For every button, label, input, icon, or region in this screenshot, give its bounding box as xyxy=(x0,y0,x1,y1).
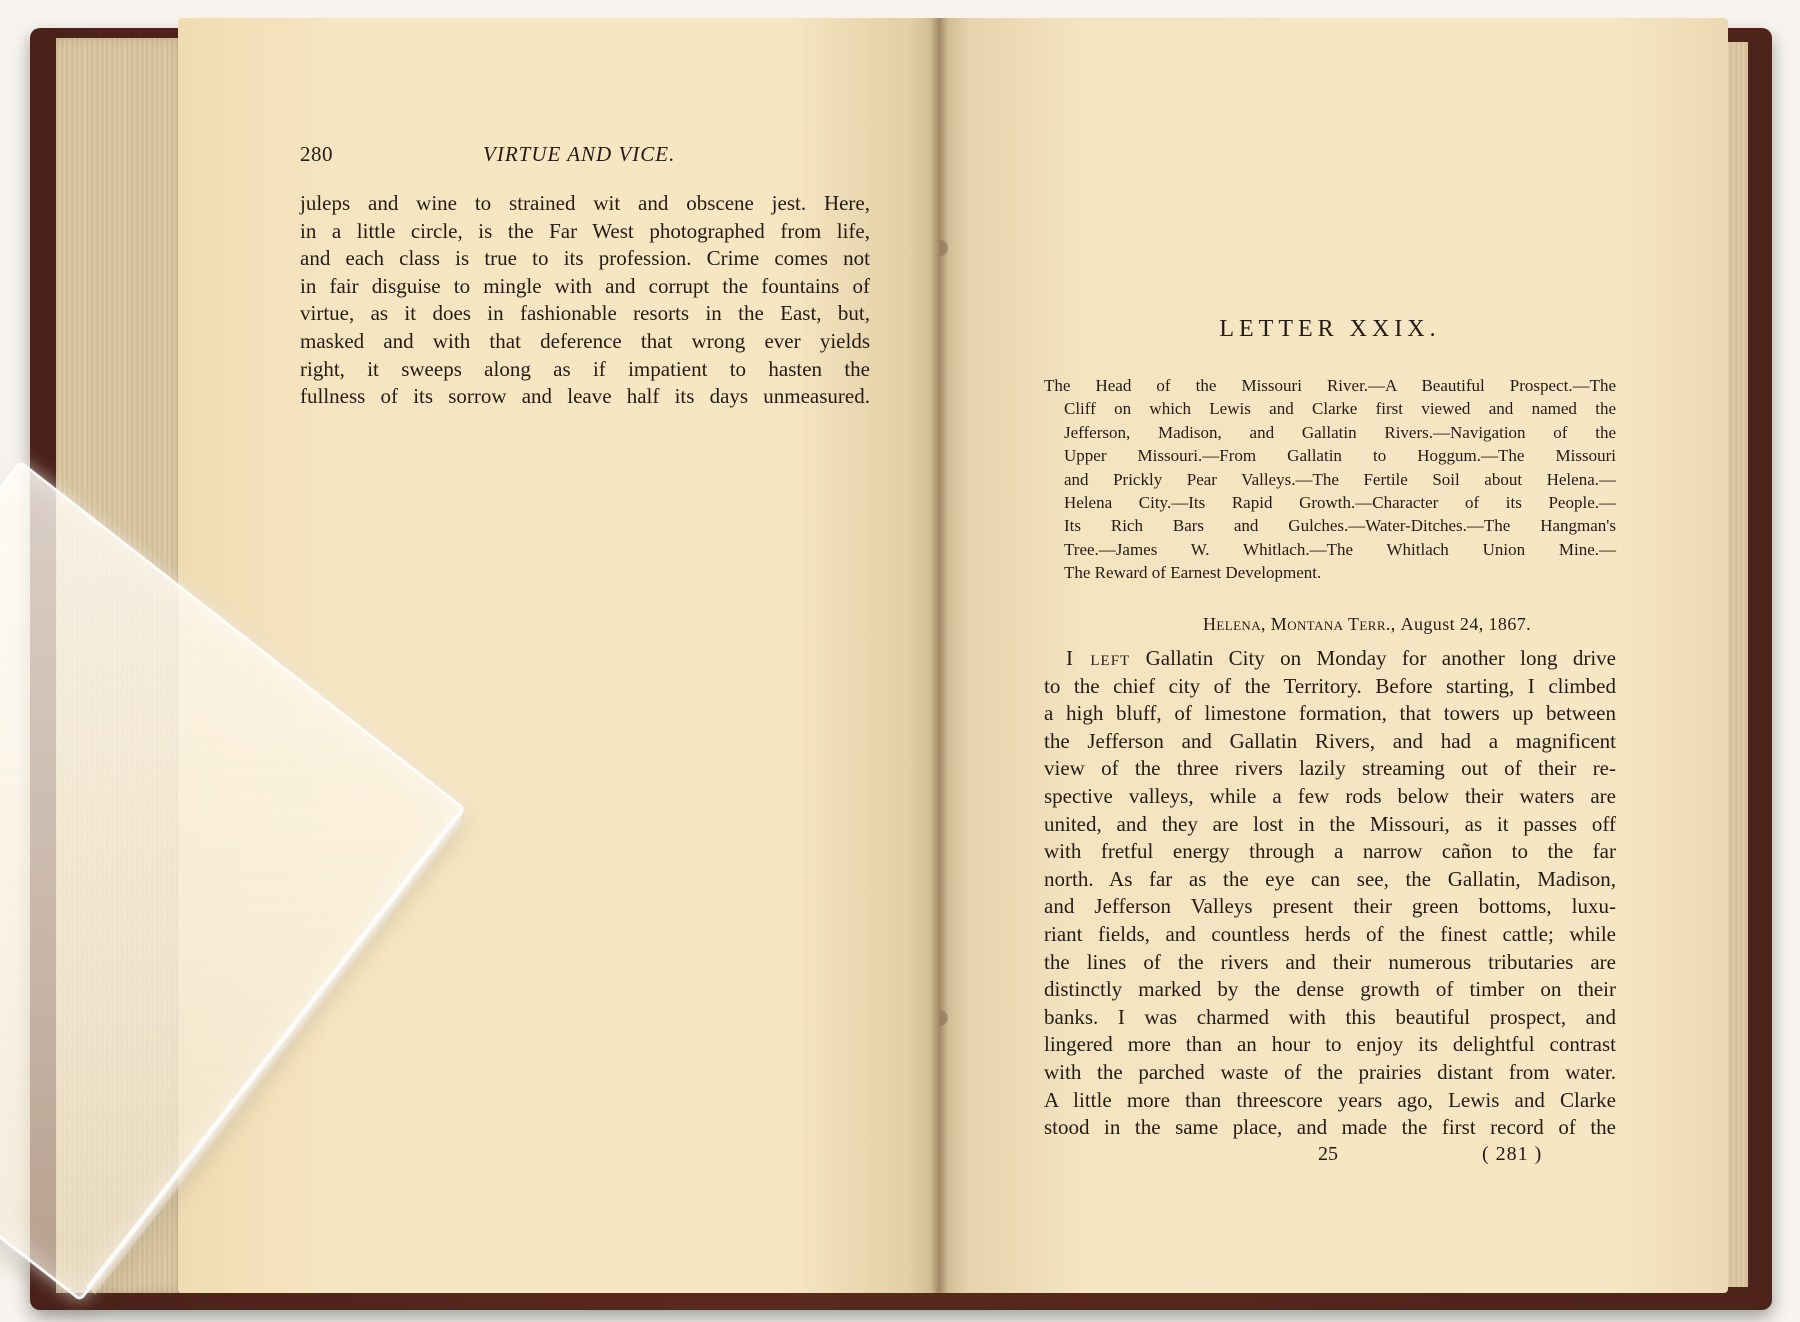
summary-line: Helena City.—Its Rapid Growth.—Character of its People.— xyxy=(1064,493,1616,513)
text-line: united, and they are lost in the Missouri, as it passes off xyxy=(1044,811,1616,836)
text-line: and each class is true to its profession. Crime comes not xyxy=(300,246,870,271)
text-line: stood in the same place, and made the first record of the xyxy=(1044,1115,1616,1140)
summary-line: Cliff on which Lewis and Clarke first viewed and named the xyxy=(1064,399,1616,419)
dateline-place: Helena, Montana Terr., xyxy=(1203,614,1396,634)
text-line: banks. I was charmed with this beautiful prospect, and xyxy=(1044,1004,1616,1029)
text-line: north. As far as the eye can see, the Gallatin, Madison, xyxy=(1044,866,1616,891)
book-gutter xyxy=(930,18,948,1293)
text-line: a high bluff, of limestone formation, that towers up between xyxy=(1044,701,1616,726)
left-page-body xyxy=(300,190,870,411)
summary-line: Jefferson, Madison, and Gallatin Rivers.—Navigation of the xyxy=(1064,422,1616,442)
letter-title: LETTER XXIX. xyxy=(1219,316,1441,342)
first-line xyxy=(1044,645,1616,673)
left-running-title: VIRTUE AND VICE. xyxy=(483,142,676,166)
text-line: the Jefferson and Gallatin Rivers, and had a magnificent xyxy=(1044,728,1616,753)
text-line: distinctly marked by the dense growth of timber on their xyxy=(1044,977,1616,1002)
text-line: right, it sweeps along as if impatient to hasten the xyxy=(300,356,870,381)
text-line: the lines of the rivers and their numerous tributaries are xyxy=(1044,949,1616,974)
lead-word: I left xyxy=(1066,646,1131,670)
text-line: lingered more than an hour to enjoy its delightful contrast xyxy=(1044,1032,1616,1057)
chapter-summary xyxy=(1044,374,1616,585)
text-line: to the chief city of the Territory. Before starting, I climbed xyxy=(1044,673,1616,698)
text-line: spective valleys, while a few rods below their waters are xyxy=(1044,783,1616,808)
left-page-number: 280 xyxy=(300,142,333,166)
text-line: in fair disguise to mingle with and corrupt the fountains of xyxy=(300,273,870,298)
summary-line: Tree.—James W. Whitlach.—The Whitlach Union Mine.— xyxy=(1064,539,1616,559)
text-line: masked and with that deference that wrong ever yields xyxy=(300,328,870,353)
page-folio: ( 281 ) xyxy=(1482,1143,1543,1165)
text-line: with the parched waste of the prairies distant from water. xyxy=(1044,1059,1616,1084)
summary-line: Upper Missouri.—From Gallatin to Hoggum.—The Missouri xyxy=(1064,446,1616,466)
text-line: in a little circle, is the Far West photographed from life, xyxy=(300,218,870,243)
right-page-body xyxy=(1044,645,1616,1142)
text-line: view of the three rivers lazily streaming out of their re- xyxy=(1044,756,1616,781)
summary-line: and Prickly Pear Valleys.—The Fertile Soil about Helena.— xyxy=(1064,469,1616,489)
text-line: and Jefferson Valleys present their green bottoms, luxu- xyxy=(1044,894,1616,919)
dateline xyxy=(1203,614,1531,635)
first-line-rest: Gallatin City on Monday for another long drive xyxy=(1145,646,1616,670)
text-line: A little more than threescore years ago, Lewis and Clarke xyxy=(1044,1087,1616,1112)
text-line: with fretful energy through a narrow cañon to the far xyxy=(1044,839,1616,864)
text-line: juleps and wine to strained wit and obscene jest. Here, xyxy=(300,191,870,215)
dateline-date: August 24, 1867. xyxy=(1400,614,1532,634)
summary-line: The Reward of Earnest Development. xyxy=(1064,563,1322,583)
summary-line: Its Rich Bars and Gulches.—Water-Ditches.—The Hangman's xyxy=(1064,516,1616,536)
signature-mark: 25 xyxy=(1318,1143,1338,1165)
text-line: riant fields, and countless herds of the finest cattle; while xyxy=(1044,921,1616,946)
text-line: fullness of its sorrow and leave half its days unmeasured. xyxy=(300,384,870,409)
text-line: virtue, as it does in fashionable resorts in the East, but, xyxy=(300,301,870,326)
summary-line: The Head of the Missouri River.—A Beautiful Prospect.—The xyxy=(1044,376,1616,395)
